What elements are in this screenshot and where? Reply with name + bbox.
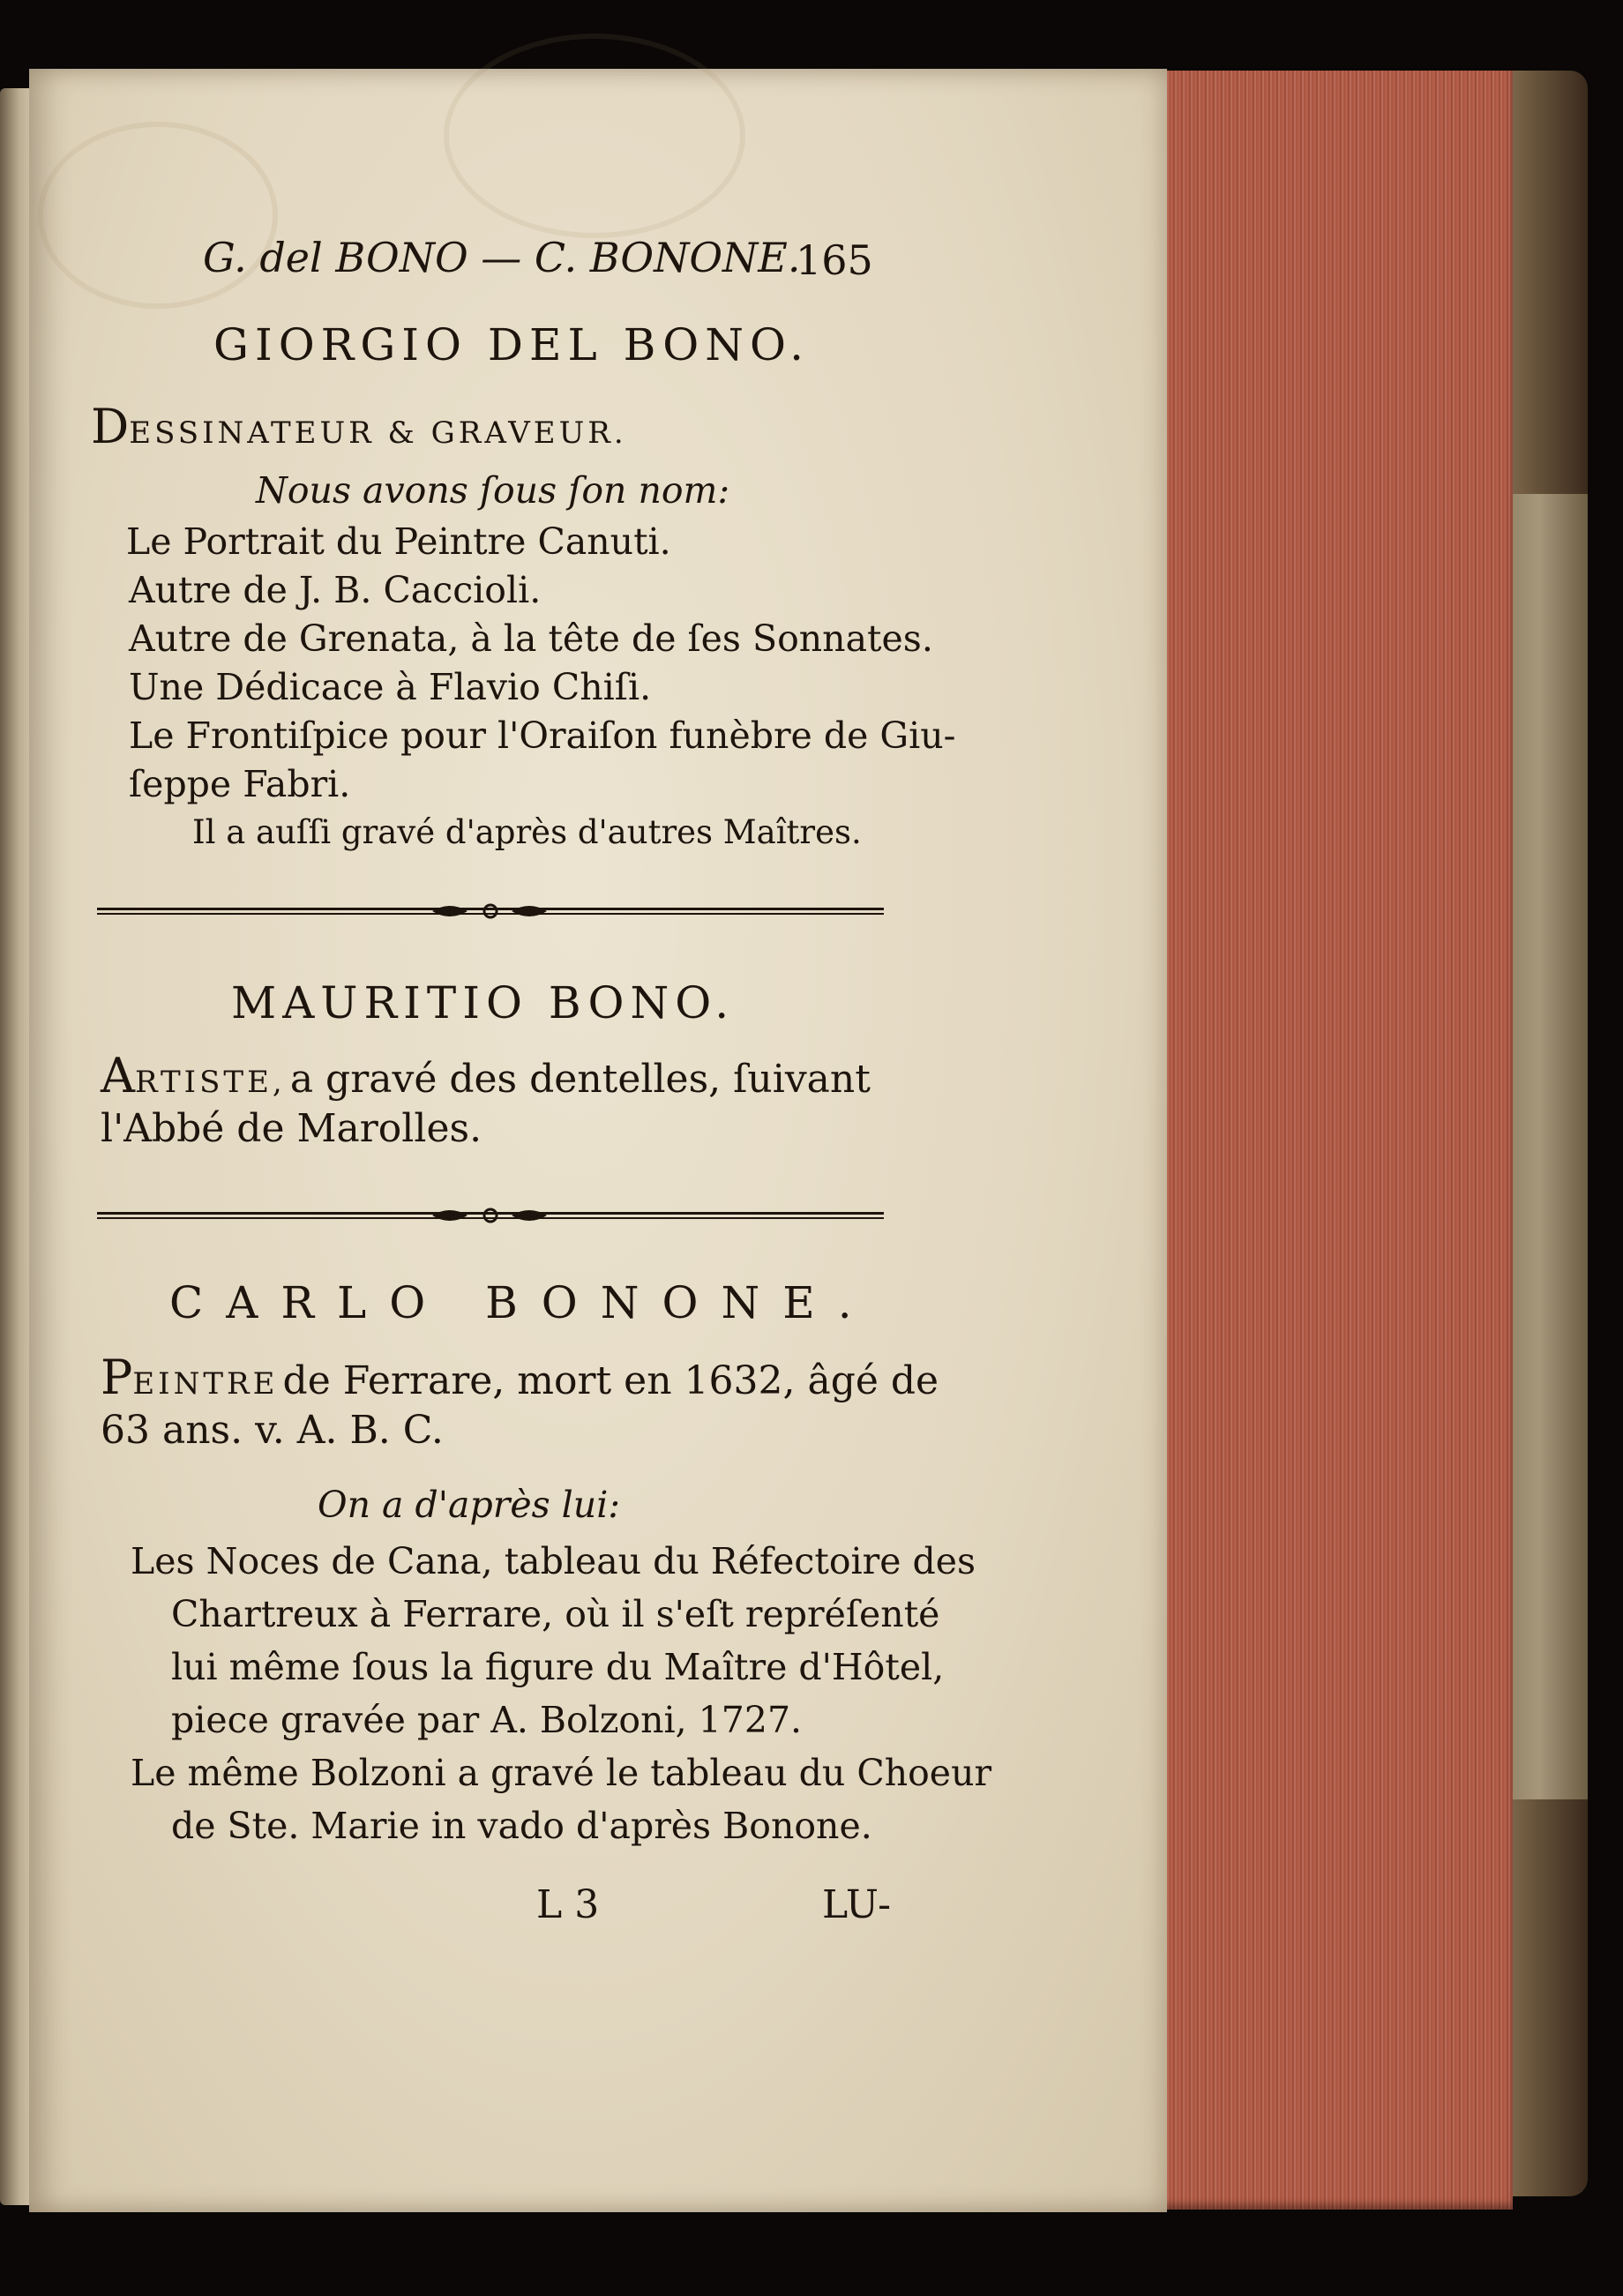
work-line: ſeppe Fabri.: [129, 763, 351, 805]
role-text: EINTRE: [132, 1366, 279, 1402]
work-line: lui même ſous la figure du Maître d'Hôtel,: [171, 1646, 945, 1688]
catchword: LU-: [822, 1882, 891, 1927]
entry-intro-giorgio: Nous avons ſous ſon nom:: [256, 469, 730, 512]
signature-mark: L 3: [536, 1882, 600, 1927]
role-text: ESSINATEUR & GRAVEUR.: [129, 415, 627, 451]
role-initial: A: [101, 1048, 135, 1103]
entry-heading-mauritio: MAURITIO BONO.: [231, 977, 736, 1028]
running-head-title: G. del BONO — C. BONONE.: [203, 234, 801, 281]
work-line: de Ste. Marie in vado d'après Bonone.: [171, 1805, 872, 1847]
entry-desc-mauritio-line1: [101, 1048, 871, 1103]
entry-heading-giorgio: GIORGIO DEL BONO.: [213, 319, 810, 370]
work-line: piece gravée par A. Bolzoni, 1727.: [171, 1699, 803, 1741]
page-block-edge: [1154, 71, 1513, 2210]
water-stain: [444, 34, 745, 238]
page-number: 165: [796, 236, 873, 284]
desc-text: de Ferrare, mort en 1632, âgé de: [282, 1358, 939, 1403]
entry-heading-carlo: CARLO BONONE.: [169, 1277, 875, 1328]
ornamental-rule: [97, 1204, 884, 1227]
entry-note-giorgio: Il a auſſi gravé d'après d'autres Maîtres.: [192, 813, 862, 851]
work-line: Autre de Grenata, à la tête de ſes Sonnates.: [129, 617, 933, 660]
work-line: Le Portrait du Peintre Canuti.: [126, 520, 671, 563]
work-line: Les Noces de Cana, tableau du Réfectoire des: [131, 1540, 976, 1582]
ornamental-rule: [97, 900, 884, 923]
work-line: Chartreux à Ferrare, où il s'eſt repréſenté: [171, 1593, 940, 1635]
entry-role-giorgio: [91, 399, 627, 454]
work-line: Le même Bolzoni a gravé le tableau du Choeur: [131, 1752, 992, 1794]
work-line: Une Dédicace à Flavio Chiſi.: [129, 666, 652, 708]
role-initial: P: [101, 1350, 133, 1405]
work-line: Autre de J. B. Caccioli.: [129, 569, 542, 611]
role-initial: D: [91, 399, 130, 454]
entry-desc-carlo-line2: 63 ans. v. A. B. C.: [101, 1408, 444, 1453]
entry-desc-carlo-line1: [101, 1350, 939, 1405]
work-line: Le Frontiſpice pour l'Oraiſon funèbre de Giu-: [129, 714, 956, 757]
entry-desc-mauritio-line2: l'Abbé de Marolles.: [101, 1106, 482, 1151]
entry-intro-carlo: On a d'après lui:: [318, 1484, 621, 1526]
role-text: RTISTE,: [135, 1065, 286, 1100]
desc-text: a gravé des dentelles, ſuivant: [289, 1057, 871, 1102]
